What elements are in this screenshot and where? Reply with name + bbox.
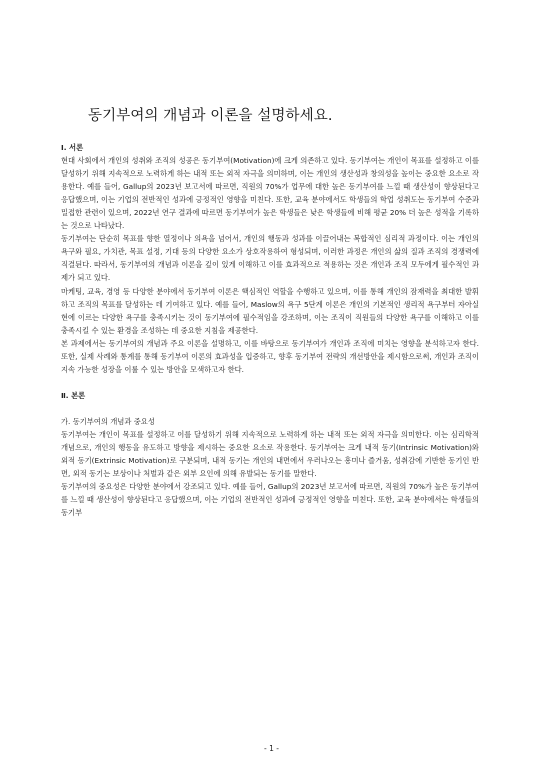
- body-paragraph-2: 동기부여의 중요성은 다양한 분야에서 강조되고 있다. 예를 들어, Gallup의 2023년 보고서에 따르면, 직원의 70%가 높은 동기부여를 느낄 때 생산성이 향상된다고 응답했으며, 이는 기업의 전반적인 성과에 긍정적인 영향을 미친다. 또한, 교육 분야에서는 학생들의 동기부: [61, 482, 479, 518]
- document-body: [61, 141, 479, 519]
- intro-paragraph-2: 동기부여는 단순히 목표를 향한 열정이나 의욕을 넘어서, 개인의 행동과 성과를 이끌어내는 복합적인 심리적 과정이다. 이는 개인의 욕구와 필요, 가치관, 목표 설정, 기대 등의 다양한 요소가 상호작용하여 형성되며, 이러한 과정은 개인의 삶의 질과 조직의 경쟁력에 직결된다. 따라서, 동기부여의 개념과 이론을 깊이 있게 이해하고 이를 효과적으로 적용하는 것은 개인과 조직 모두에게 필수적인 과제가 되고 있다.: [61, 234, 479, 283]
- section-heading-intro: Ⅰ. 서론: [61, 143, 84, 152]
- section-heading-body: Ⅱ. 본론: [61, 390, 86, 400]
- intro-paragraph-1: 현대 사회에서 개인의 성취와 조직의 성공은 동기부여(Motivation)에 크게 의존하고 있다. 동기부여는 개인이 목표를 설정하고 이를 달성하기 위해 지속적으로 노력하게 하는 내적 또는 외적 자극을 의미하며, 이는 개인의 생산성과 창의성을 높이는 중요한 요소로 작용한다. 예를 들어, Gallup의 2023년 보고서에 따르면, 직원의 70%가 업무에 대한 높은 동기부여를 느낄 때 생산성이 향상된다고 응답했으며, 이는 기업의 전반적인 성과에 긍정적인 영향을 미친다. 또한, 교육 분야에서도 학생들의 학업 성취도는 동기부여 수준과 밀접한 관련이 있으며, 2022년 연구 결과에 따르면 동기부여가 높은 학생들은 낮은 학생들에 비해 평균 20% 더 높은 성적을 기록하는 것으로 나타났다.: [61, 156, 479, 231]
- section-spacer: [61, 402, 479, 415]
- body-paragraph-1: 동기부여는 개인이 목표를 설정하고 이를 달성하기 위해 지속적으로 노력하게 하는 내적 또는 외적 자극을 의미한다. 이는 심리학적 개념으로, 개인의 행동을 유도하고 방향을 제시하는 중요한 요소로 작용한다. 동기부여는 크게 내적 동기(Intrinsic Motivation)와 외적 동기(Extrinsic Motivation)로 구분되며, 내적 동기는 개인의 내면에서 우러나오는 흥미나 즐거움, 성취감에 기반한 동기인 반면, 외적 동기는 보상이나 처벌과 같은 외부 요인에 의해 유발되는 동기를 말한다.: [61, 429, 479, 479]
- section-spacer: [61, 376, 479, 389]
- subsection-heading: 가. 동기부여의 개념과 중요성: [61, 416, 155, 426]
- document-title: 동기부여의 개념과 이론을 설명하세요.: [88, 108, 333, 124]
- intro-paragraph-4: 본 과제에서는 동기부여의 개념과 주요 이론을 설명하고, 이를 바탕으로 동기부여가 개인과 조직에 미치는 영향을 분석하고자 한다. 또한, 실제 사례와 통계를 통해 동기부여 이론의 효과성을 입증하고, 향후 동기부여 전략의 개선방안을 제시함으로써, 개인과 조직이 지속 가능한 성장을 이룰 수 있는 방안을 모색하고자 한다.: [61, 338, 479, 374]
- intro-paragraph-3: 마케팅, 교육, 경영 등 다양한 분야에서 동기부여 이론은 핵심적인 역할을 수행하고 있으며, 이를 통해 개인의 잠재력을 최대한 발휘하고 조직의 목표를 달성하는 데 기여하고 있다. 예를 들어, Maslow의 욕구 5단계 이론은 개인의 기본적인 생리적 욕구부터 자아실현에 이르는 다양한 욕구를 충족시키는 것이 동기부여에 필수적임을 강조하며, 이는 조직이 직원들의 다양한 욕구를 이해하고 이를 충족시킬 수 있는 환경을 조성하는 데 중요한 지침을 제공한다.: [61, 286, 479, 335]
- page-number: - 1 -: [264, 744, 279, 753]
